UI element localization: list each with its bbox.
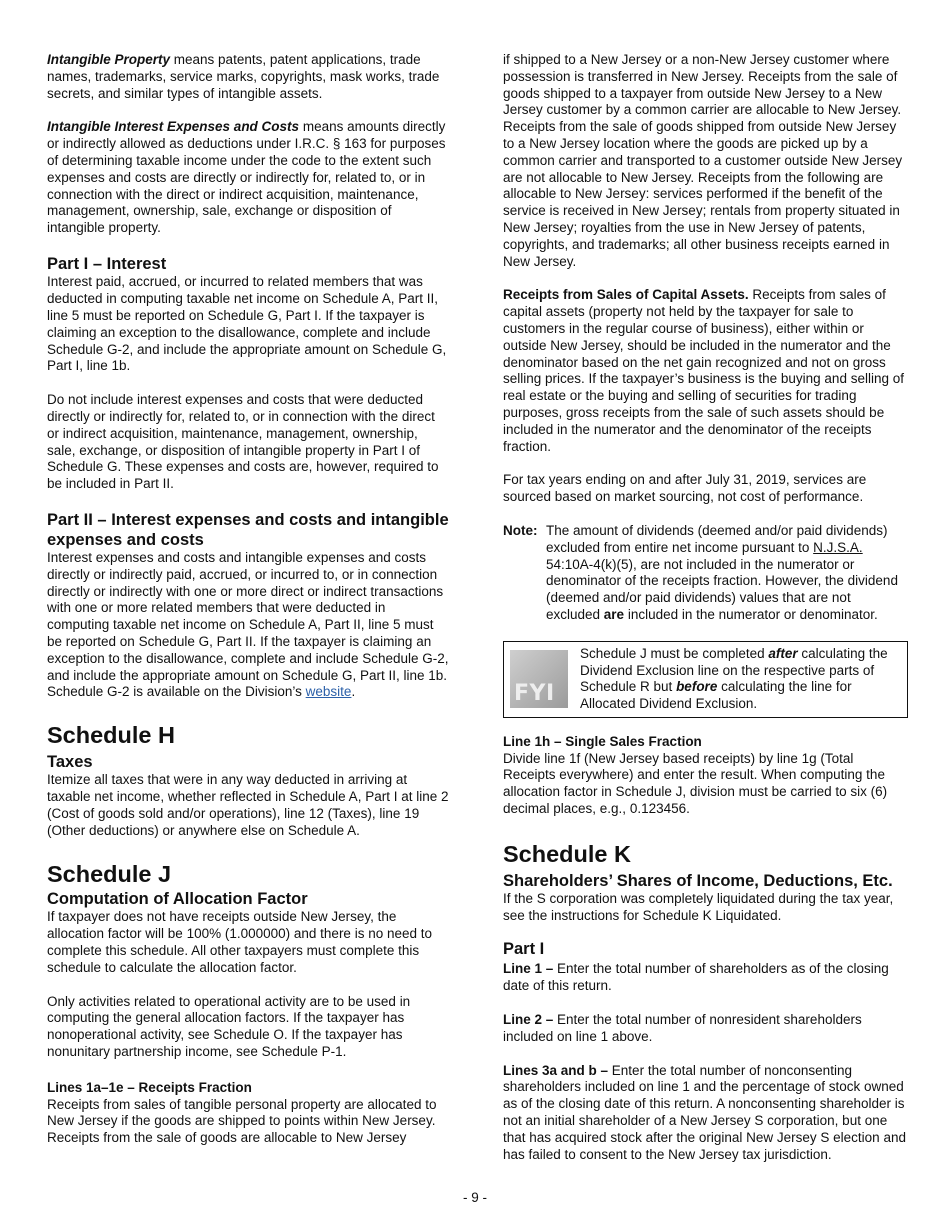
schedule-k-title: Schedule K xyxy=(503,840,631,867)
part2-heading: Part II – Interest expenses and costs and intangible expenses and costs xyxy=(47,511,449,549)
schedule-j-paragraph-1: If taxpayer does not have receipts outside New Jersey, the allocation factor will be 100% (1.000000) and there is no need to complete this schedule. All other taxpayers must complete this schedule to calculate the allocation factor. xyxy=(47,909,433,975)
receipts-continued-paragraph: if shipped to a New Jersey or a non-New Jersey customer where possession is transferred in New Jersey. Receipts from the sale of goods shipped to a taxpayer from outside New Jersey to a New Jersey customer by a common carrier are allocable to New Jersey. Receipts from the sale of goods shipped from outside New Jersey to a New Jersey location where the goods are picked up by a common carrier and transported to a customer outside New Jersey are not allocable to New Jersey. Receipts from the following are allocable to New Jersey: services performed if the benefit of the service is received in New Jersey; rentals from property situated in New Jersey; royalties from the use in New Jersey of patents, copyrights, and trademarks; all other business receipts earned in New Jersey. xyxy=(503,52,903,269)
website-link[interactable]: website xyxy=(305,684,352,700)
capital-assets-paragraph: Receipts from Sales of Capital Assets. Receipts from sales of capital assets (property not held by the taxpayer for sale to customers in the regular course of business), either within or outside New Jersey, should be included in the numerator and the denominator based on the net gain recognized and not on gross selling prices. If the taxpayer’s business is the buying and selling of real estate or the buying and selling of securities for trading purposes, gross receipts from the sale of such assets should be included in the numerator and the denominator of the receipts fraction. xyxy=(503,287,904,454)
schedule-j-title: Schedule J xyxy=(47,861,172,888)
schedule-h-paragraph: Itemize all taxes that were in any way deducted in arriving at taxable net income, whether reflected in Schedule A, Part I at line 2 (Cost of goods sold and/or operations), line 12 (Taxes), line 19 (Other deductions) or anywhere else on Schedule A. xyxy=(47,772,449,838)
part1-paragraph-2: Do not include interest expenses and costs that were deducted directly or indirectly for, related to, or in connection with the direct or indirect acquisition, maintenance, management, ownership, sale, exchange, or disposition of intangible property in Part I of Schedule G. These expenses and costs are, however, required to be included in Part II. xyxy=(47,392,439,492)
line-2-paragraph: Line 2 – Enter the total number of nonresident shareholders included on line 1 above. xyxy=(503,1012,862,1044)
right-column xyxy=(503,52,908,1163)
tax-years-paragraph: For tax years ending on and after July 31, 2019, services are sourced based on market sourcing, not cost of performance. xyxy=(503,472,867,505)
note-text: The amount of dividends (deemed and/or paid dividends) excluded from entire net income pursuant to N.J.S.A. 54:10A-4(k)(5), are not included in the numerator or denominator of the receipts fraction. However, the dividend (deemed and/or paid dividends) values that are not excluded are included in the numerator or denominator. xyxy=(546,522,898,622)
schedule-k-subtitle: Shareholders’ Shares of Income, Deductions, Etc. xyxy=(503,871,893,890)
capital-assets-term: Receipts from Sales of Capital Assets. xyxy=(503,287,749,303)
schedule-j-subtitle: Computation of Allocation Factor xyxy=(47,890,308,909)
line-1h-heading: Line 1h – Single Sales Fraction xyxy=(503,733,702,749)
schedule-k-paragraph: If the S corporation was completely liquidated during the tax year, see the instructions for Schedule K Liquidated. xyxy=(503,890,894,923)
part2-paragraph: Interest expenses and costs and intangible expenses and costs directly or indirectly paid, accrued, or incurred to, or in connection directly or indirectly with one or more direct or indirect transactions with one or more related members that were deducted in computing taxable net income on Schedule A, Part II, line 5 must be reported on Schedule G, Part II. If the taxpayer is claiming an exception to the disallowance, complete and include Schedule G-2, and include the appropriate amount on Schedule G, Part II, line 1b. Schedule G-2 is available on the Division’s website. xyxy=(47,550,449,700)
fyi-icon: FYI xyxy=(510,650,568,708)
line-1-paragraph: Line 1 – Enter the total number of shareholders as of the closing date of this return. xyxy=(503,961,889,994)
intangible-property-paragraph: Intangible Property means patents, patent applications, trade names, trademarks, service marks, copyrights, mask works, trade secrets, and similar types of intangible assets. xyxy=(47,52,440,101)
part1-paragraph-1: Interest paid, accrued, or incurred to related members that was deducted in computing taxable net income on Schedule A, Part II, line 5 must be reported on Schedule G, Part I. If the taxpayer is claiming an exception to the disallowance, complete and include Schedule G-2, and include the appropriate amount on Schedule G, Part I, line 1b. xyxy=(47,274,447,374)
lines-1a-1e-heading: Lines 1a–1e – Receipts Fraction xyxy=(47,1079,252,1095)
line-1h-paragraph: Divide line 1f (New Jersey based receipts) by line 1g (Total Receipts everywhere) and enter the result. When computing the allocation factor in Schedule J, division must be carried to six (6) decimal places, e.g., 0.123456. xyxy=(503,750,888,817)
lines-3a-b-paragraph: Lines 3a and b – Enter the total number of nonconsenting shareholders included on line 1 and the percentage of stock owned as of the closing date of this return. A nonconsenting shareholder is not an initial shareholder of a New Jersey S corporation, but one that has acquired stock after the original New Jersey S election and has failed to consent to the New Jersey tax jurisdiction. xyxy=(503,1062,906,1162)
schedule-h-title: Schedule H xyxy=(47,722,175,749)
note-label: Note: xyxy=(503,522,538,538)
lines-1a-1e-paragraph: Receipts from sales of tangible personal property are allocated to New Jersey if the goods are shipped to points within New Jersey. Receipts from the sale of goods are allocable to New Jersey xyxy=(47,1096,437,1146)
left-column xyxy=(47,52,449,1147)
page-number: - 9 - xyxy=(462,1190,487,1205)
schedule-h-subtitle: Taxes xyxy=(47,753,93,772)
schedule-j-paragraph-2: Only activities related to operational activity are to be used in computing the general allocation factors. If the taxpayer has nonoperational activity, see Schedule O. If the taxpayer has nonunitary partnership income, see Schedule P-1. xyxy=(47,993,411,1059)
part-i-heading: Part I xyxy=(503,940,545,959)
part1-heading: Part I – Interest xyxy=(47,254,167,273)
intangible-expenses-paragraph: Intangible Interest Expenses and Costs means amounts directly or indirectly allowed as deductions under I.R.C. § 163 for purposes of determining taxable income under the code to the extent such expenses and costs are directly or indirectly for, related to, or in connection with the direct or indirect acquisition, maintenance, management, ownership, sale, exchange or disposition of intangible property. xyxy=(47,119,446,236)
fyi-text: Schedule J must be completed after calculating the Dividend Exclusion line on the respective parts of Schedule R but before calculating the line for Allocated Dividend Exclusion. xyxy=(580,645,888,712)
note-block xyxy=(503,523,908,624)
fyi-box xyxy=(503,641,908,718)
intangible-expenses-term: Intangible Interest Expenses and Costs xyxy=(47,119,300,135)
intangible-property-term: Intangible Property xyxy=(47,52,171,67)
njsa-reference: N.J.S.A. xyxy=(813,539,863,555)
